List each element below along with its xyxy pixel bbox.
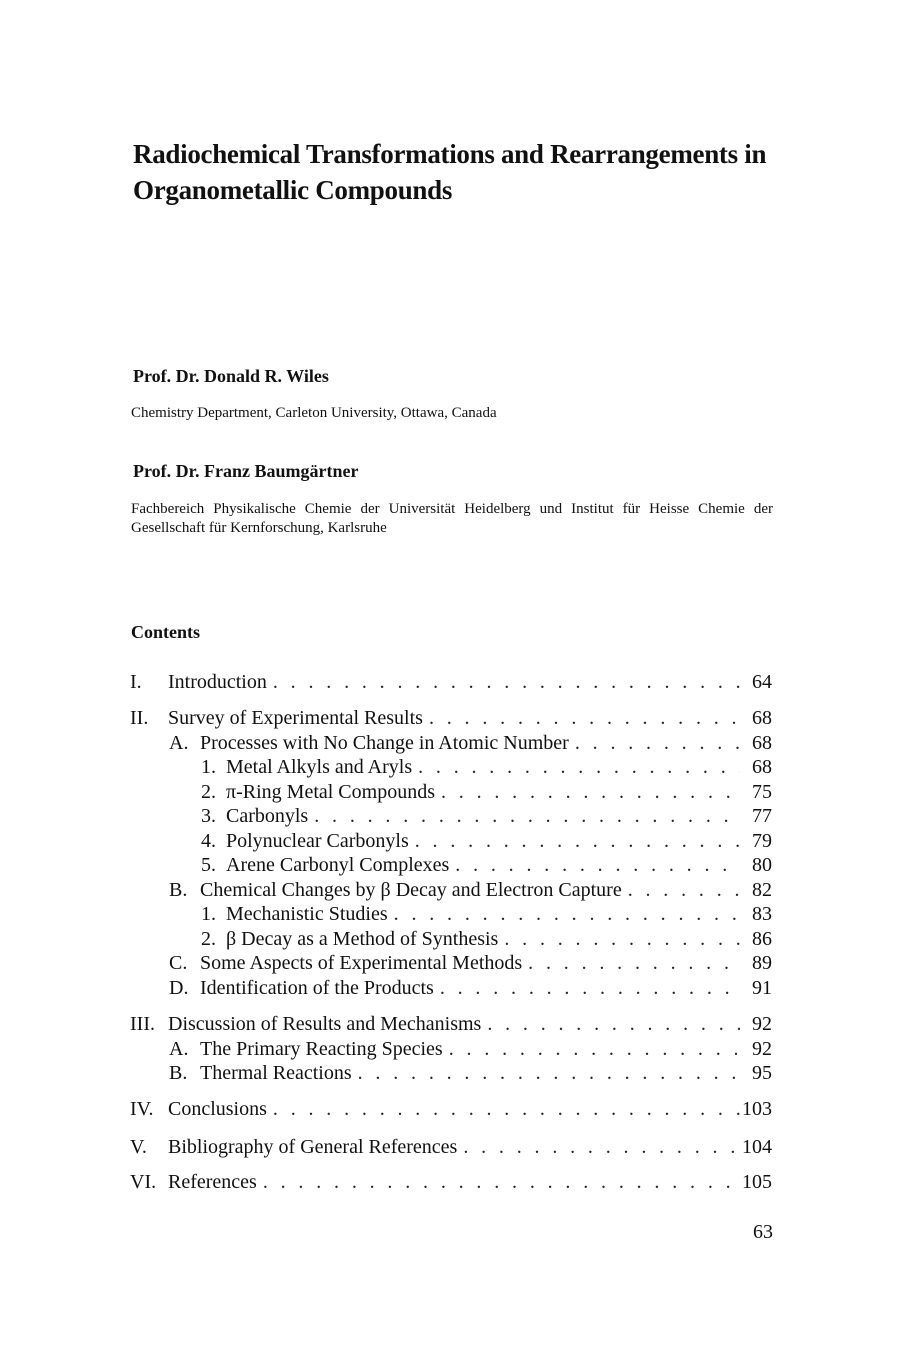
toc-entry-label: Processes with No Change in Atomic Number bbox=[200, 732, 569, 754]
toc-entry-page: 92 bbox=[752, 1038, 772, 1060]
toc-entry-number: A. bbox=[169, 1038, 189, 1060]
dot-leader bbox=[443, 1037, 740, 1061]
toc-entry-label: Arene Carbonyl Complexes bbox=[226, 854, 450, 876]
toc-entry-label: Conclusions bbox=[168, 1098, 267, 1120]
dot-leader bbox=[267, 1097, 740, 1121]
toc-entry bbox=[130, 1170, 772, 1194]
toc-entry-page: 68 bbox=[752, 732, 772, 754]
toc-entry bbox=[130, 1061, 772, 1085]
toc-entry-number: II. bbox=[130, 707, 149, 729]
toc-entry-label: Identification of the Products bbox=[200, 977, 434, 999]
dot-leader bbox=[569, 731, 740, 755]
author-name: Prof. Dr. Franz Baumgärtner bbox=[133, 461, 359, 481]
toc-entry-number: IV. bbox=[130, 1098, 154, 1120]
toc-entry-label: Some Aspects of Experimental Methods bbox=[200, 952, 523, 974]
toc-entry-label: Metal Alkyls and Aryls bbox=[226, 756, 413, 778]
toc-entry-page: 79 bbox=[752, 830, 772, 852]
dot-leader bbox=[409, 829, 740, 853]
dot-leader bbox=[308, 804, 740, 828]
toc-entry-page: 64 bbox=[752, 671, 772, 693]
toc-entry-label: Mechanistic Studies bbox=[226, 903, 388, 925]
toc-entry-label: π-Ring Metal Compounds bbox=[226, 781, 435, 803]
toc-entry-label: References bbox=[168, 1171, 257, 1193]
toc-entry bbox=[130, 853, 772, 877]
toc-entry-label: The Primary Reacting Species bbox=[200, 1038, 443, 1060]
toc-entry bbox=[130, 878, 772, 902]
toc-entry-number: B. bbox=[169, 879, 188, 901]
toc-entry-label: Introduction bbox=[168, 671, 267, 693]
toc-entry-number: V. bbox=[130, 1136, 147, 1158]
toc-entry-number: 3. bbox=[201, 805, 216, 827]
toc-entry-number: A. bbox=[169, 732, 189, 754]
dot-leader bbox=[423, 706, 740, 730]
toc-entry-number: 1. bbox=[201, 903, 216, 925]
toc-entry bbox=[130, 1037, 772, 1061]
toc-entry bbox=[130, 804, 772, 828]
toc-entry-number: C. bbox=[169, 952, 188, 974]
toc-entry bbox=[130, 951, 772, 975]
toc-entry-number: 2. bbox=[201, 781, 216, 803]
toc-entry bbox=[130, 927, 772, 951]
dot-leader bbox=[522, 951, 740, 975]
toc-entry-page: 91 bbox=[752, 977, 772, 999]
toc-entry-page: 82 bbox=[752, 879, 772, 901]
dot-leader bbox=[498, 927, 740, 951]
dot-leader bbox=[267, 670, 740, 694]
toc-entry-page: 68 bbox=[752, 756, 772, 778]
toc-entry-page: 105 bbox=[742, 1171, 772, 1193]
toc-entry-label: Bibliography of General References bbox=[168, 1136, 458, 1158]
dot-leader bbox=[449, 853, 740, 877]
toc-entry-page: 92 bbox=[752, 1013, 772, 1035]
toc-entry-number: 1. bbox=[201, 756, 216, 778]
toc-entry bbox=[130, 731, 772, 755]
toc-entry-page: 104 bbox=[742, 1136, 772, 1158]
toc-entry-label: Polynuclear Carbonyls bbox=[226, 830, 409, 852]
toc-entry-number: D. bbox=[169, 977, 189, 999]
dot-leader bbox=[435, 780, 740, 804]
toc-entry bbox=[130, 706, 772, 730]
toc-entry-number: B. bbox=[169, 1062, 188, 1084]
dot-leader bbox=[388, 902, 740, 926]
toc-entry bbox=[130, 1097, 772, 1121]
dot-leader bbox=[457, 1135, 740, 1159]
toc-entry-label: Survey of Experimental Results bbox=[168, 707, 423, 729]
toc-entry bbox=[130, 829, 772, 853]
toc-entry-label: β Decay as a Method of Synthesis bbox=[226, 928, 499, 950]
toc-entry-page: 83 bbox=[752, 903, 772, 925]
dot-leader bbox=[434, 976, 740, 1000]
toc-entry-number: VI. bbox=[130, 1171, 157, 1193]
toc-entry-page: 77 bbox=[752, 805, 772, 827]
author-affiliation: Chemistry Department, Carleton University, Ottawa, Canada bbox=[131, 405, 497, 421]
toc-entry bbox=[130, 902, 772, 926]
dot-leader bbox=[481, 1012, 740, 1036]
toc-entry bbox=[130, 670, 772, 694]
toc-entry-page: 80 bbox=[752, 854, 772, 876]
dot-leader bbox=[352, 1061, 740, 1085]
toc-entry bbox=[130, 1135, 772, 1159]
author-affiliation: Fachbereich Physikalische Chemie der Universität Heidelberg und Institut für Heisse Chemie der Gesellschaft für Kernforschung, Karlsruhe bbox=[131, 501, 773, 536]
toc-entry-number: III. bbox=[130, 1013, 155, 1035]
toc-entry bbox=[130, 1012, 772, 1036]
dot-leader bbox=[622, 878, 740, 902]
author-name: Prof. Dr. Donald R. Wiles bbox=[133, 366, 329, 386]
toc-entry-number: 5. bbox=[201, 854, 216, 876]
page-number: 63 bbox=[753, 1221, 773, 1243]
dot-leader bbox=[257, 1170, 740, 1194]
chapter-title: Radiochemical Transformations and Rearrangements in Organometallic Compounds bbox=[133, 139, 767, 205]
toc-entry bbox=[130, 976, 772, 1000]
toc-entry bbox=[130, 780, 772, 804]
toc-entry-page: 68 bbox=[752, 707, 772, 729]
toc-entry-page: 89 bbox=[752, 952, 772, 974]
toc-entry-label: Discussion of Results and Mechanisms bbox=[168, 1013, 482, 1035]
toc-entry bbox=[130, 755, 772, 779]
toc-entry-page: 75 bbox=[752, 781, 772, 803]
toc-entry-number: I. bbox=[130, 671, 142, 693]
toc-entry-number: 4. bbox=[201, 830, 216, 852]
dot-leader bbox=[412, 755, 740, 779]
toc-entry-page: 103 bbox=[742, 1098, 772, 1120]
toc-entry-label: Carbonyls bbox=[226, 805, 309, 827]
toc-entry-label: Thermal Reactions bbox=[200, 1062, 352, 1084]
toc-entry-number: 2. bbox=[201, 928, 216, 950]
toc-entry-page: 86 bbox=[752, 928, 772, 950]
contents-heading: Contents bbox=[131, 622, 201, 642]
toc-entry-page: 95 bbox=[752, 1062, 772, 1084]
toc-entry-label: Chemical Changes by β Decay and Electron Capture bbox=[200, 879, 622, 901]
